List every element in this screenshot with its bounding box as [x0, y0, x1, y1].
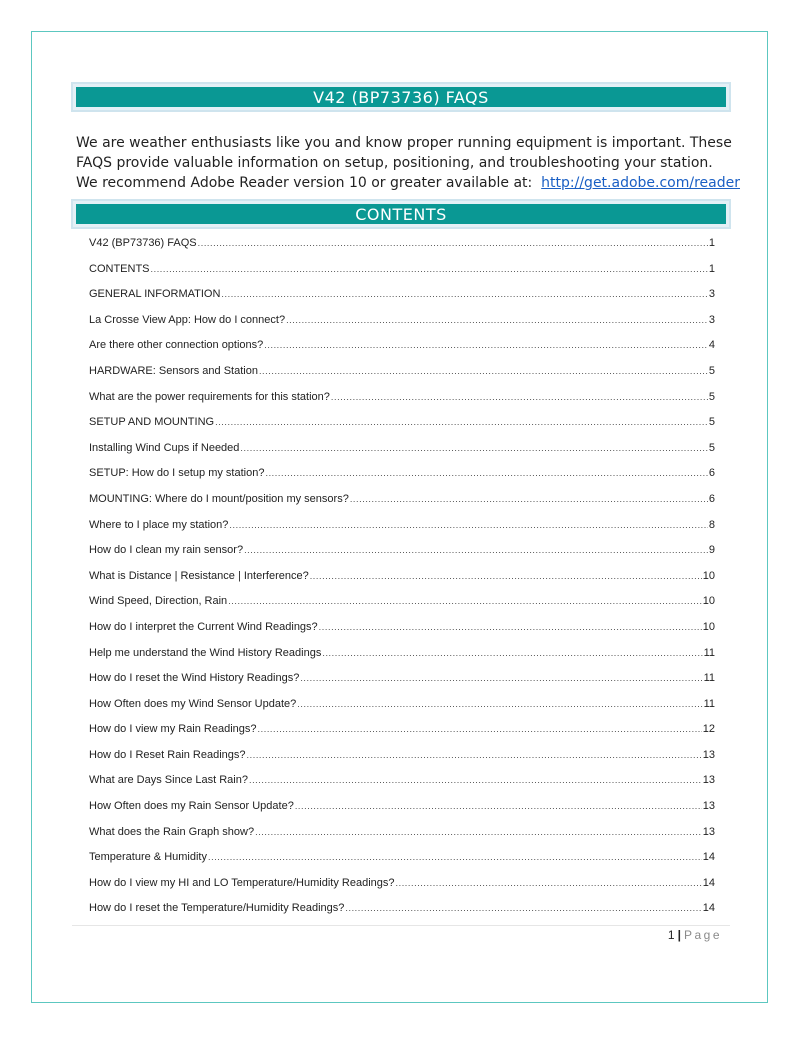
- toc-entry-page: 1: [708, 237, 715, 249]
- toc-entry-page: 14: [702, 876, 715, 889]
- toc-entry[interactable]: [89, 365, 715, 391]
- toc-entry-title: MOUNTING: Where do I mount/position my sensors?: [89, 492, 349, 505]
- toc-entry[interactable]: [89, 519, 715, 545]
- toc-leader-dots: [286, 314, 708, 326]
- toc-entry-title: GENERAL INFORMATION: [89, 288, 221, 301]
- toc-entry[interactable]: [89, 749, 715, 775]
- toc-entry[interactable]: [89, 800, 715, 826]
- toc-entry-page: 11: [703, 646, 715, 659]
- toc-entry-page: 13: [702, 748, 715, 761]
- document-title: V42 (BP73736) FAQS: [313, 87, 489, 107]
- toc-entry-page: 5: [708, 416, 715, 429]
- toc-entry[interactable]: [89, 826, 715, 852]
- toc-entry[interactable]: [89, 263, 715, 289]
- toc-entry-title: SETUP AND MOUNTING: [89, 416, 215, 429]
- toc-leader-dots: [396, 877, 702, 889]
- toc-leader-dots: [151, 263, 708, 275]
- toc-leader-dots: [255, 826, 702, 838]
- toc-leader-dots: [244, 544, 708, 556]
- toc-entry-page: 13: [702, 774, 715, 787]
- toc-leader-dots: [345, 902, 701, 914]
- toc-entry[interactable]: [89, 647, 715, 673]
- toc-entry[interactable]: [89, 288, 715, 314]
- page-word: Page: [683, 928, 722, 942]
- toc-entry[interactable]: [89, 416, 715, 442]
- page-number: 1: [667, 928, 675, 942]
- toc-leader-dots: [258, 723, 702, 735]
- toc-entry-page: 11: [703, 672, 715, 685]
- toc-leader-dots: [259, 365, 708, 377]
- toc-entry-title: How do I reset the Wind History Readings?: [89, 672, 300, 685]
- toc-entry-title: How do I Reset Rain Readings?: [89, 748, 246, 761]
- intro-line-1: We are weather enthusiasts like you and know proper running equipment is important. These: [76, 135, 732, 151]
- intro-line-3: [76, 173, 740, 193]
- toc-entry-title: What is Distance | Resistance | Interference?: [89, 569, 309, 582]
- toc-entry-title: V42 (BP73736) FAQS: [89, 237, 197, 249]
- toc-leader-dots: [228, 595, 702, 607]
- toc-leader-dots: [198, 237, 708, 249]
- toc-entry-page: 10: [702, 595, 715, 608]
- intro-line-3-text: We recommend Adobe Reader version 10 or greater available at:: [76, 175, 533, 191]
- toc-leader-dots: [331, 391, 708, 403]
- toc-entry[interactable]: [89, 723, 715, 749]
- title-banner: [71, 82, 731, 112]
- toc-entry-title: Where to I place my station?: [89, 518, 229, 531]
- contents-banner: [71, 199, 731, 229]
- toc-leader-dots: [350, 493, 708, 505]
- intro-line-2: FAQS provide valuable information on setup, positioning, and troubleshooting your station.: [76, 155, 713, 171]
- toc-entry-title: What are the power requirements for this station?: [89, 390, 330, 403]
- toc-entry-page: 3: [708, 288, 715, 301]
- toc-entry-title: How Often does my Rain Sensor Update?: [89, 800, 294, 813]
- toc-entry[interactable]: [89, 877, 715, 903]
- toc-entry-page: 4: [708, 339, 715, 352]
- toc-entry-title: Temperature & Humidity: [89, 851, 207, 864]
- toc-entry-page: 9: [708, 544, 715, 557]
- toc-entry-page: 13: [702, 800, 715, 813]
- toc-entry-page: 6: [708, 467, 715, 480]
- toc-entry-title: Are there other connection options?: [89, 339, 264, 352]
- toc-entry-title: How do I reset the Temperature/Humidity Readings?: [89, 902, 345, 915]
- toc-entry-page: 6: [708, 492, 715, 505]
- toc-leader-dots: [221, 288, 707, 300]
- toc-leader-dots: [249, 774, 702, 786]
- toc-entry[interactable]: [89, 672, 715, 698]
- toc-entry-page: 13: [702, 825, 715, 838]
- toc-leader-dots: [208, 851, 702, 863]
- toc-entry-title: What are Days Since Last Rain?: [89, 774, 248, 787]
- toc-entry[interactable]: [89, 774, 715, 800]
- toc-leader-dots: [295, 800, 702, 812]
- toc-entry-page: 3: [708, 313, 715, 326]
- toc-entry-title: How do I view my Rain Readings?: [89, 723, 257, 736]
- toc-entry-title: How do I clean my rain sensor?: [89, 544, 244, 557]
- toc-entry[interactable]: [89, 570, 715, 596]
- toc-entry[interactable]: [89, 595, 715, 621]
- toc-entry-page: 5: [708, 390, 715, 403]
- toc-entry-title: Help me understand the Wind History Readings: [89, 646, 322, 659]
- toc-entry-title: CONTENTS: [89, 262, 150, 275]
- toc-leader-dots: [229, 519, 707, 531]
- toc-entry-title: SETUP: How do I setup my station?: [89, 467, 265, 480]
- toc-entry-page: 5: [708, 364, 715, 377]
- toc-entry-title: La Crosse View App: How do I connect?: [89, 313, 286, 326]
- toc-entry-page: 14: [702, 902, 715, 915]
- toc-leader-dots: [265, 467, 707, 479]
- intro-paragraph: [76, 133, 740, 193]
- toc-entry-title: Installing Wind Cups if Needed: [89, 441, 240, 454]
- toc-entry[interactable]: [89, 391, 715, 417]
- toc-entry-page: 8: [708, 518, 715, 531]
- toc-entry[interactable]: [89, 442, 715, 468]
- toc-entry[interactable]: [89, 339, 715, 365]
- toc-entry[interactable]: [89, 544, 715, 570]
- toc-entry-page: 11: [703, 697, 715, 710]
- toc-leader-dots: [297, 698, 702, 710]
- toc-leader-dots: [247, 749, 702, 761]
- footer-divider: [72, 925, 730, 926]
- toc-entry[interactable]: [89, 237, 715, 263]
- adobe-reader-link[interactable]: http://get.adobe.com/reader: [541, 175, 740, 191]
- contents-heading: CONTENTS: [355, 204, 447, 224]
- toc-entry-title: HARDWARE: Sensors and Station: [89, 364, 258, 377]
- toc-entry[interactable]: [89, 698, 715, 724]
- toc-leader-dots: [215, 416, 708, 428]
- toc-leader-dots: [264, 339, 708, 351]
- footer-separator: |: [677, 928, 681, 942]
- toc-entry-title: What does the Rain Graph show?: [89, 825, 255, 838]
- toc-entry-page: 10: [702, 620, 715, 633]
- toc-entry[interactable]: [89, 467, 715, 493]
- toc-entry-title: How do I view my HI and LO Temperature/Humidity Readings?: [89, 876, 395, 889]
- toc-entry-page: 5: [708, 441, 715, 454]
- toc-entry-page: 12: [702, 723, 715, 736]
- toc-entry-page: 1: [708, 262, 715, 275]
- toc-entry-title: How Often does my Wind Sensor Update?: [89, 697, 297, 710]
- table-of-contents: [89, 237, 715, 928]
- toc-leader-dots: [300, 672, 702, 684]
- toc-entry[interactable]: [89, 851, 715, 877]
- toc-entry[interactable]: [89, 314, 715, 340]
- toc-leader-dots: [310, 570, 702, 582]
- toc-leader-dots: [319, 621, 702, 633]
- toc-entry-title: How do I interpret the Current Wind Readings?: [89, 620, 318, 633]
- toc-entry[interactable]: [89, 493, 715, 519]
- toc-leader-dots: [240, 442, 707, 454]
- toc-entry-page: 14: [702, 851, 715, 864]
- page-footer: [600, 928, 722, 942]
- toc-entry[interactable]: [89, 621, 715, 647]
- toc-entry-title: Wind Speed, Direction, Rain: [89, 595, 228, 608]
- toc-entry-page: 10: [702, 569, 715, 582]
- toc-leader-dots: [322, 647, 702, 659]
